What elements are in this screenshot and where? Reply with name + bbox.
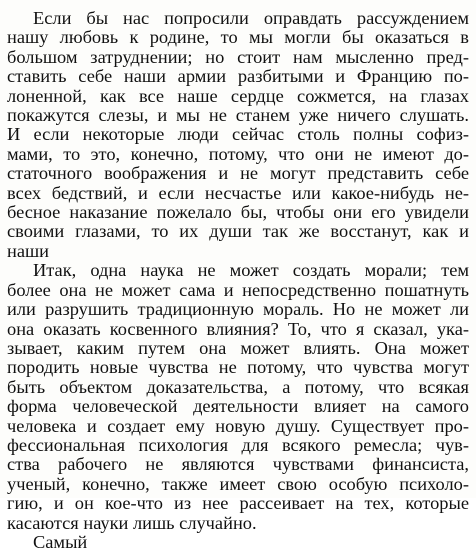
text-line: породить новые чувства не потому, что чувства могут bbox=[7, 357, 469, 378]
text-line: лоненной, как все наше сердце сожмется, на глазах bbox=[7, 85, 469, 106]
text-line: зывает, каким путем она может влиять. Она может bbox=[7, 337, 469, 358]
text-line: фессиональная психология для всякого ремесла; чув- bbox=[7, 434, 469, 455]
text-line: мами, то это, конечно, потому, что они не имеют до- bbox=[7, 143, 469, 164]
text-line: Итак, одна наука не может создать морали; тем bbox=[33, 260, 469, 281]
text-line: более она не может сама и непосредственно пошатнуть bbox=[7, 279, 469, 300]
text-line: покажутся слезы, и мы не станем уже ничего слушать. bbox=[7, 105, 469, 126]
text-line: большом затруднении; но стоит нам мысленно пред- bbox=[7, 46, 469, 67]
text-line: быть объектом доказательства, а потому, что всякая bbox=[7, 376, 469, 397]
text-line: или разрушить традиционную мораль. Но не может ли bbox=[7, 299, 469, 320]
text-line: бесное наказание пожелало бы, чтобы они его увидели bbox=[7, 202, 469, 223]
text-line: наши bbox=[7, 240, 50, 261]
text-line: форма человеческой деятельности влияет на самого bbox=[7, 396, 469, 417]
body-text bbox=[7, 8, 469, 552]
text-line: И если некоторые люди сейчас столь полны софиз- bbox=[7, 124, 469, 145]
text-line: ставить себе наши армии разбитыми и Францию по- bbox=[7, 66, 469, 87]
text-line: человека и создает ему новую душу. Существует про- bbox=[7, 415, 469, 436]
text-line: всех бедствий, и если несчастье или какое-нибудь не- bbox=[7, 182, 469, 203]
text-line: своими глазами, то их души так же восстанут, как и bbox=[7, 221, 469, 242]
text-line: статочного воображения и не могут представить себе bbox=[7, 163, 469, 184]
text-line: Если бы нас попросили оправдать рассуждением bbox=[33, 8, 469, 28]
text-line: ства рабочего не являются чувствами финансиста, bbox=[7, 454, 469, 475]
text-line-cut-off: Самый bbox=[33, 531, 88, 552]
text-line: она оказать косвенного влияния? То, что я сказал, ука- bbox=[7, 318, 469, 339]
text-line: ученый, конечно, также имеет свою особую психоло- bbox=[7, 473, 469, 494]
text-line: нашу любовь к родине, то мы могли бы оказаться в bbox=[7, 27, 469, 48]
text-line: гию, и он кое-что из нее рассеивает на тех, которые bbox=[7, 493, 469, 514]
text-line: касаются науки лишь случайно. bbox=[7, 512, 257, 533]
